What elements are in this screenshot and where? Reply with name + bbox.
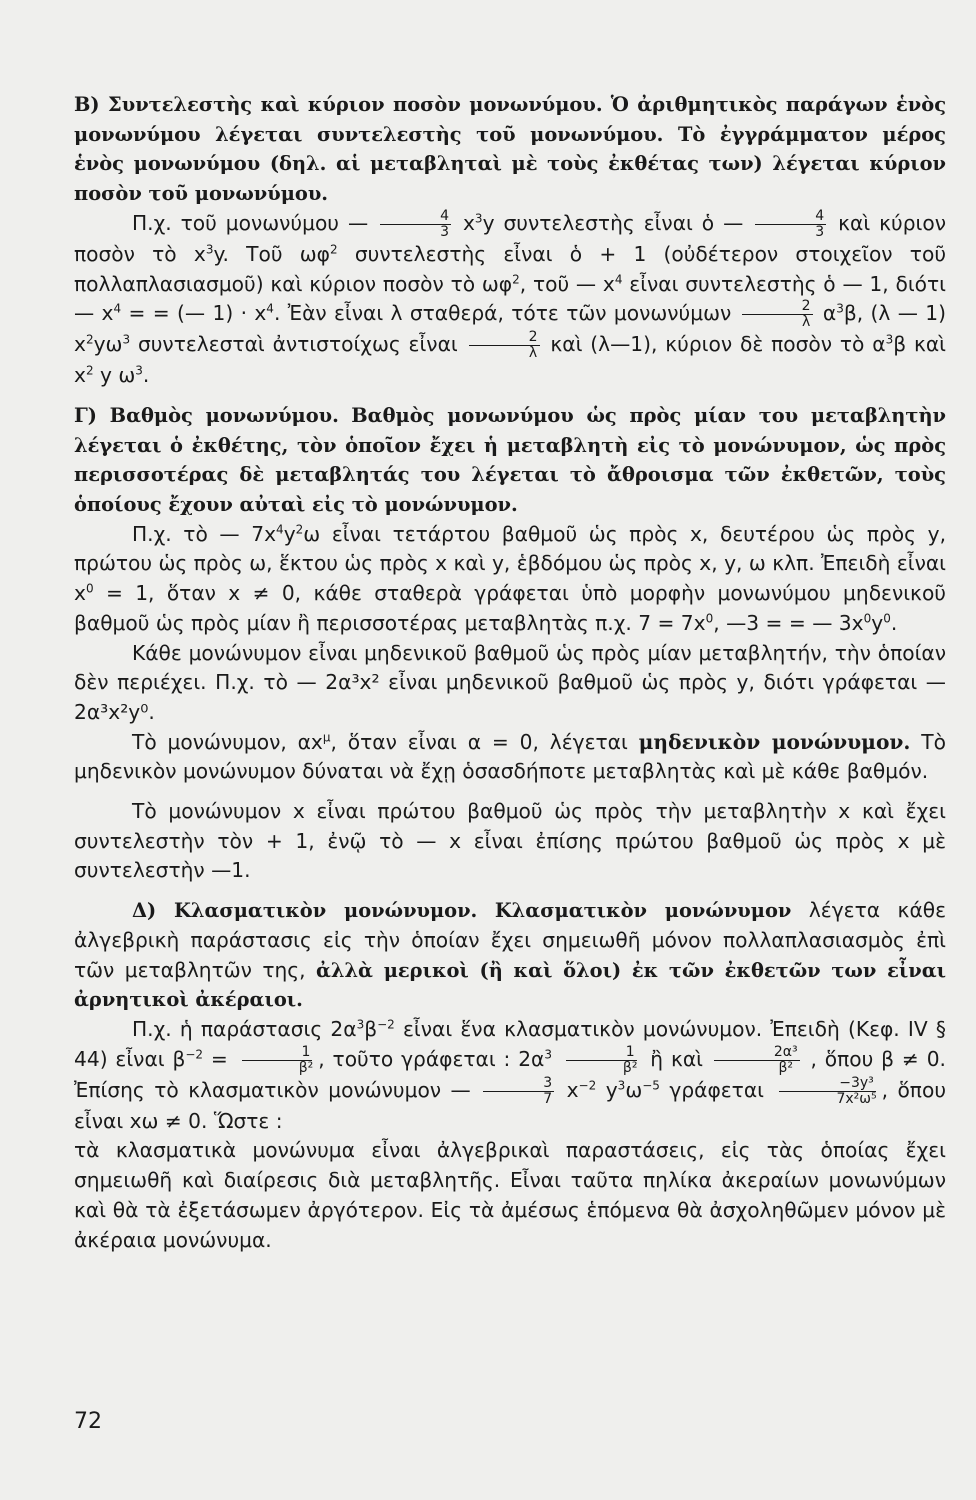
fraction-2-lambda: $\frac{2}{\lambda}$	[742, 299, 813, 330]
fraction-4-3: $\frac{4}{3}$	[380, 209, 451, 240]
page-number: 72	[74, 1409, 102, 1434]
section-g-example: Π.χ. τὸ — $7x^4y^2\omega$ εἶναι τετάρτου βαθμοῦ ὡς πρὸς x, δευτέρου ὡς πρὸς y, πρώτου ὡς πρὸς ω, ἕκτου ὡς πρὸς x καὶ y, ἑβδόμου ὡς πρὸς x, y, ω κλπ. Ἐπειδὴ εἶναι $x^0 = 1$, ὅταν x ≠ 0, κάθε σταθερὰ γράφεται ὑπὸ μορφὴν μονωνύμου μηδενικοῦ βαθμοῦ ὡς πρὸς μίαν ἢ περισσοτέρας μεταβλητὰς π.χ. $7 = 7x^0$, —3 = = — $3x^0y^0$.	[74, 521, 946, 635]
fraction-1-beta2-b: $\frac{1}{\text{β²}}$	[563, 1045, 640, 1076]
fraction-2a3-beta2: $\frac{\text{2α³}}{\text{β²}}$	[714, 1045, 800, 1076]
fraction-1-beta2: $\frac{1}{\text{β²}}$	[239, 1045, 316, 1076]
section-g-zero-degree: Κάθε μονώνυμον εἶναι μηδενικοῦ βαθμοῦ ὡς πρὸς μίαν μεταβλητήν, τὴν ὁποίαν δὲν περιέχει. Π.χ. τὸ — 2α³x² εἶναι μηδενικοῦ βαθμοῦ ὡς πρὸς y, διότι γράφεται — 2α³x²y⁰.	[74, 640, 946, 724]
conclusion-paragraph: τὰ κλασματικὰ μονώνυμα εἶναι ἀλγεβρικαὶ παραστάσεις, εἰς τὰς ὁποίας ἔχει σημειωθῆ καὶ διαίρεσις διὰ μεταβλητῆς. Εἶναι ταῦτα πηλίκα ἀκεραίων μονωνύμων καὶ θὰ τὰ ἐξετάσωμεν ἀργότερον. Εἰς τὰ ἀμέσως ἑπόμενα θὰ ἀσχοληθῶμεν μόνον μὲ ἀκέραια μονώνυμα.	[74, 1138, 946, 1252]
section-b-heading: Β) Συντελεστὴς καὶ κύριον ποσὸν μονωνύμου.	[74, 93, 603, 116]
section-g-paragraph	[74, 401, 946, 520]
section-d-paragraph	[74, 896, 946, 1015]
section-d-text-a: λέγετα κάθε ἀλγεβρικὴ παράστασις εἰς τὴν ὁποίαν ἔχει σημειωθῆ μόνον πολλαπλασιασμὸς ἐπὶ τῶν μεταβλητῶν της,	[74, 898, 947, 982]
section-d-example: Π.χ. ἡ παράστασις $2\alpha^3\beta^{-2}$ εἶναι ἕνα κλασματικὸν μονώνυμον. Ἐπειδὴ (Κεφ. IV § 44) εἶναι $\beta^{-2}$ = $\frac{1}{\text{β²}}$ , τοῦτο γράφεται : $2\alpha^3$ $\frac{1}{\text{β²}}$ ἢ καὶ $\frac{\text{2α³}}{\text{β²}}$ , ὅπου β ≠ 0. Ἐπίσης τὸ κλασματικὸν μονώνυμον — $\frac{3}{7}$ $x^{-2}$ $y^3\omega^{-5}$ γράφεται $\frac{\text{−3y³}}{\text{7x²ω⁵}}$ , ὅπου εἶναι xω ≠ 0. Ὥστε :	[74, 1016, 946, 1133]
fraction-neg3y3: $\frac{\text{−3y³}}{\text{7x²ω⁵}}$	[776, 1076, 878, 1107]
section-d-text-b: ἀλλὰ μερικοὶ (ἢ καὶ ὅλοι) ἐκ τῶν ἐκθετῶν των εἶναι ἀρνητικοὶ ἀκέραιοι.	[74, 958, 947, 1012]
section-b-paragraph	[74, 90, 946, 209]
section-d-heading: Δ) Κλασματικὸν μονώνυμον.	[132, 899, 478, 923]
section-g-first-degree: Τὸ μονώνυμον x εἶναι πρώτου βαθμοῦ ὡς πρὸς τὴν μεταβλητὴν x καὶ ἔχει συντελεστὴν τὸν + 1, ἐνῷ τὸ — x εἶναι ἐπίσης πρώτου βαθμοῦ ὡς πρὸς x μὲ συντελεστὴν —1.	[74, 799, 946, 883]
fraction-2-lambda-b: $\frac{2}{\lambda}$	[469, 330, 540, 361]
section-g-zero-monomial: Τὸ μονώνυμον, $\alpha x^\mu$, ὅταν εἶναι α = 0, λέγεται μηδενικὸν μονώνυμον. Τὸ μηδενικὸν μονώνυμον δύναται νὰ ἔχῃ ὁσασδήποτε μεταβλητὰς καὶ μὲ κάθε βαθμόν.	[74, 729, 946, 784]
page-content	[74, 90, 946, 1255]
section-g-heading: Γ) Βαθμὸς μονωνύμου.	[74, 403, 339, 427]
fraction-4-3-b: $\frac{4}{3}$	[755, 209, 826, 240]
section-d-bold-lead: Κλασματικὸν μονώνυμον	[494, 899, 792, 923]
section-b-text: Ὁ ἀριθμητικὸς παράγων ἑνὸς μονωνύμου λέγεται συντελεστὴς τοῦ μονωνύμου. Τὸ ἐγγράμματον μέρος ἑνὸς μονωνύμου (δηλ. αἱ μεταβληταὶ μὲ τοὺς ἐκθέτας των) λέγεται κύριον ποσὸν τοῦ μονωνύμου.	[74, 93, 946, 206]
section-g-text: Βαθμὸς μονωνύμου ὡς πρὸς μίαν του μεταβλητὴν λέγεται ὁ ἐκθέτης, τὸν ὁποῖον ἔχει ἡ μεταβλητὴ εἰς τὸ μονώνυμον, ὡς πρὸς περισσοτέρας δὲ μεταβλητάς του λέγεται τὸ ἄθροισμα τῶν ἐκθετῶν, τοὺς ὁποίους ἔχουν αὐταὶ εἰς τὸ μονώνυμον.	[74, 403, 946, 517]
fraction-3-7: $\frac{3}{7}$	[483, 1076, 554, 1107]
section-b-example: Π.χ. τοῦ μονωνύμου — $\frac{4}{3}$ $x^3y$ συντελεστὴς εἶναι ὁ — $\frac{4}{3}$ καὶ κύριον ποσὸν τὸ $x^3y$. Τοῦ $\omega\varphi^2$ συντελεστὴς εἶναι ὁ + 1 (οὐδέτερον στοιχεῖον τοῦ πολλαπλασιασμοῦ) καὶ κύριον ποσὸν τὸ $\omega\varphi^2$, τοῦ — $x^4$ εἶναι συντελεστὴς ὁ — 1, διότι — $x^4$ = = (— $1) \cdot x^4$. Ἐὰν εἶναι λ σταθερά, τότε τῶν μονωνύμων $\frac{2}{\lambda}$ $\alpha^3\beta$, (λ — 1) $x^2y\omega^3$ συντελεσταὶ ἀντιστοίχως εἶναι $\frac{2}{\lambda}$ καὶ (λ—1), κύριον δὲ ποσὸν τὸ $\alpha^3\beta$ καὶ $x^2$ y $\omega^3$.	[74, 207, 946, 388]
